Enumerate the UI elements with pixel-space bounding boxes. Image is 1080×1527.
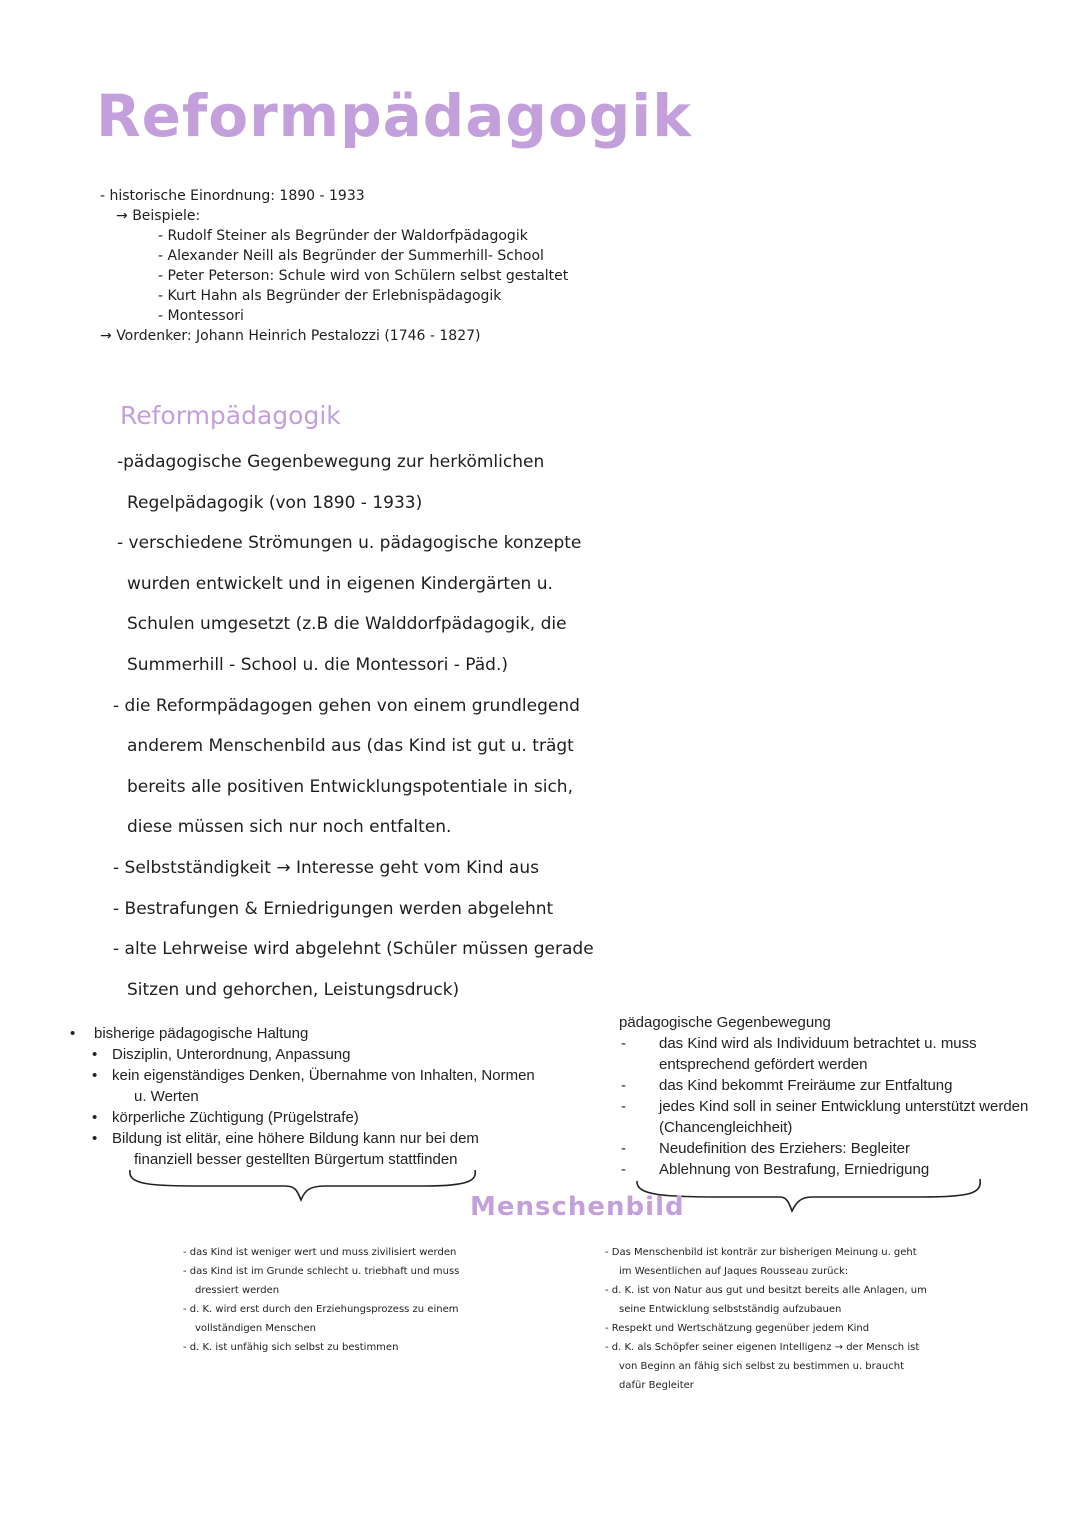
note-line: - Bestrafungen & Erniedrigungen werden abgelehnt <box>113 898 554 919</box>
list-item-continuation: dafür Begleiter <box>619 1380 694 1391</box>
note-line: diese müssen sich nur noch entfalten. <box>127 817 452 838</box>
list-item: • kein eigenständiges Denken, Übernahme von Inhalten, Normen <box>92 1067 535 1084</box>
left-brace <box>125 1158 485 1208</box>
example-item: - Peter Peterson: Schule wird von Schülern selbst gestaltet <box>158 268 569 284</box>
list-item-continuation: dressiert werden <box>195 1285 280 1296</box>
list-heading: pädagogische Gegenbewegung <box>619 1014 831 1031</box>
section-heading: Reformpädagogik <box>120 401 341 430</box>
note-line: - alte Lehrweise wird abgelehnt (Schüler müssen gerade <box>113 939 594 960</box>
list-item: - das Kind wird als Individuum betrachtet u. muss <box>621 1035 977 1052</box>
list-item: - Neudefinition des Erziehers: Begleiter <box>621 1140 910 1157</box>
page-title: Reformpädagogik <box>96 82 692 150</box>
example-item: - Kurt Hahn als Begründer der Erlebnispädagogik <box>158 288 502 304</box>
list-item-continuation: im Wesentlichen auf Jaques Rousseau zurück: <box>619 1266 849 1277</box>
list-item: - d. K. ist unfähig sich selbst zu bestimmen <box>183 1342 399 1353</box>
example-item: - Alexander Neill als Begründer der Summerhill- School <box>158 248 544 264</box>
note-line: - Selbstständigkeit → Interesse geht vom Kind aus <box>113 857 539 878</box>
list-item-continuation: finanziell besser gestellten Bürgertum stattfinden <box>134 1151 458 1168</box>
list-item-continuation: seine Entwicklung selbstständig aufzubauen <box>619 1304 842 1315</box>
list-item: - das Kind ist weniger wert und muss zivilisiert werden <box>183 1247 457 1258</box>
list-item: - das Kind ist im Grunde schlecht u. triebhaft und muss <box>183 1266 460 1277</box>
list-item: - d. K. als Schöpfer seiner eigenen Intelligenz → der Mensch ist <box>605 1342 920 1353</box>
list-item: • Bildung ist elitär, eine höhere Bildung kann nur bei dem <box>92 1130 479 1147</box>
new-view-list <box>605 1243 927 1395</box>
note-line: Summerhill - School u. die Montessori - Päd.) <box>127 654 508 675</box>
list-item: • körperliche Züchtigung (Prügelstrafe) <box>92 1109 359 1126</box>
list-item: - d. K. ist von Natur aus gut und besitzt bereits alle Anlagen, um <box>605 1285 927 1296</box>
note-line: wurden entwickelt und in eigenen Kindergärten u. <box>127 573 553 594</box>
note-line: bereits alle positiven Entwicklungspotentiale in sich, <box>127 776 573 797</box>
arrow-icon: → <box>116 208 128 224</box>
vordenker-line: → Vordenker: Johann Heinrich Pestalozzi (1746 - 1827) <box>100 328 481 344</box>
list-item-continuation: von Beginn an fähig sich selbst zu bestimmen u. braucht <box>619 1361 904 1372</box>
note-line: Regelpädagogik (von 1890 - 1933) <box>127 492 423 513</box>
list-item-continuation: entsprechend gefördert werden <box>659 1056 868 1073</box>
previous-attitude-list <box>70 1023 535 1170</box>
overview-notes <box>100 186 568 346</box>
historical-period: - historische Einordnung: 1890 - 1933 <box>100 188 365 204</box>
list-item: - Ablehnung von Bestrafung, Erniedrigung <box>621 1161 930 1178</box>
list-item: - jedes Kind soll in seiner Entwicklung unterstützt werden <box>621 1098 1029 1115</box>
list-item-continuation: u. Werten <box>134 1088 199 1105</box>
reform-notes <box>113 446 594 1014</box>
list-item: - Das Menschenbild ist konträr zur bisherigen Meinung u. geht <box>605 1247 917 1258</box>
list-item-continuation: vollständigen Menschen <box>195 1323 316 1334</box>
list-item: • Disziplin, Unterordnung, Anpassung <box>92 1046 351 1063</box>
note-line: anderem Menschenbild aus (das Kind ist gut u. trägt <box>127 736 574 757</box>
old-view-list <box>183 1243 459 1357</box>
example-item: - Rudolf Steiner als Begründer der Waldorfpädagogik <box>158 228 528 244</box>
list-heading: • bisherige pädagogische Haltung <box>70 1023 535 1044</box>
note-line: -pädagogische Gegenbewegung zur herkömlichen <box>117 452 545 472</box>
example-item: - Montessori <box>158 308 244 324</box>
counter-movement-list <box>619 1012 1028 1180</box>
note-line: - die Reformpädagogen gehen von einem grundlegend <box>113 695 580 716</box>
menschenbild-heading: Menschenbild <box>470 1192 685 1222</box>
list-item: - Respekt und Wertschätzung gegenüber jedem Kind <box>605 1323 870 1334</box>
list-item: - d. K. wird erst durch den Erziehungsprozess zu einem <box>183 1304 459 1315</box>
arrow-icon: → <box>100 328 112 344</box>
examples-label: → Beispiele: <box>116 208 201 224</box>
list-item: - das Kind bekommt Freiräume zur Entfaltung <box>621 1077 953 1094</box>
right-brace <box>632 1175 987 1220</box>
note-line: Schulen umgesetzt (z.B die Walddorfpädagogik, die <box>127 614 567 635</box>
note-line: - verschiedene Strömungen u. pädagogische konzepte <box>117 533 582 554</box>
list-item-continuation: (Chancengleichheit) <box>659 1119 793 1136</box>
note-line: Sitzen und gehorchen, Leistungsdruck) <box>127 979 460 1000</box>
